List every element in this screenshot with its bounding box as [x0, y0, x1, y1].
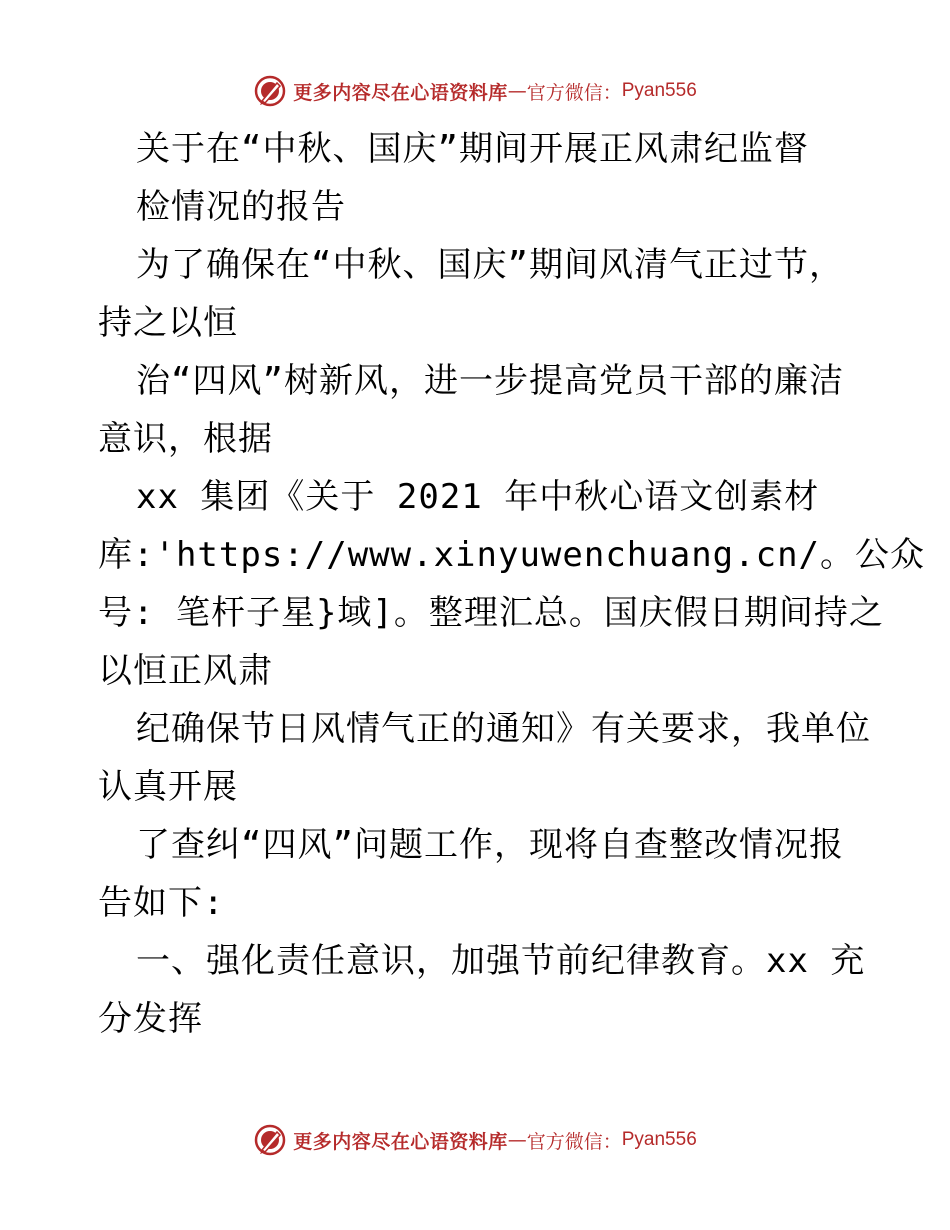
pen-logo-icon: [253, 74, 287, 108]
doc-line: 持之以恒: [98, 303, 238, 343]
doc-line: 治“四风”树新风，进一步提高党员干部的廉洁: [136, 361, 844, 401]
doc-line: 以恒正风肃: [98, 651, 273, 691]
watermark-wechat-id: Pyan556: [621, 1129, 697, 1150]
document-body: [98, 120, 926, 1048]
doc-title-line-2: 检情况的报告: [136, 187, 346, 227]
doc-line: 认真开展: [98, 767, 238, 807]
doc-line: 了查纠“四风”问题工作，现将自查整改情况报: [136, 825, 844, 865]
watermark-official-label: 官方微信：: [526, 1130, 622, 1153]
watermark-site-text: 更多内容尽在心语资料库: [293, 81, 508, 104]
header-watermark: [0, 71, 950, 111]
doc-line: 告如下:: [98, 883, 225, 923]
doc-line: 库:'https://www.xinyuwenchuang.cn/。公众: [98, 535, 926, 575]
watermark-wechat-id: Pyan556: [621, 80, 697, 101]
doc-line: 意识，根据: [98, 419, 273, 459]
watermark-official-label: 官方微信：: [526, 81, 622, 104]
doc-line: 号: 笔杆子星}域]。整理汇总。国庆假日期间持之: [98, 593, 884, 633]
doc-line: 分发挥: [98, 999, 203, 1039]
doc-title-line-1: 关于在“中秋、国庆”期间开展正风肃纪监督: [136, 129, 809, 169]
pen-logo-icon: [253, 1123, 287, 1157]
watermark-site-text: 更多内容尽在心语资料库: [293, 1130, 508, 1153]
footer-watermark: [0, 1120, 950, 1160]
doc-line: xx 集团《关于 2021 年中秋心语文创素材: [136, 477, 820, 517]
doc-line: 纪确保节日风情气正的通知》有关要求，我单位: [136, 709, 871, 749]
watermark-dash: —: [507, 1129, 527, 1151]
doc-line: 一、强化责任意识，加强节前纪律教育。xx 充: [136, 941, 866, 981]
doc-line: 为了确保在“中秋、国庆”期间风清气正过节，: [136, 245, 844, 285]
watermark-dash: —: [507, 80, 527, 102]
